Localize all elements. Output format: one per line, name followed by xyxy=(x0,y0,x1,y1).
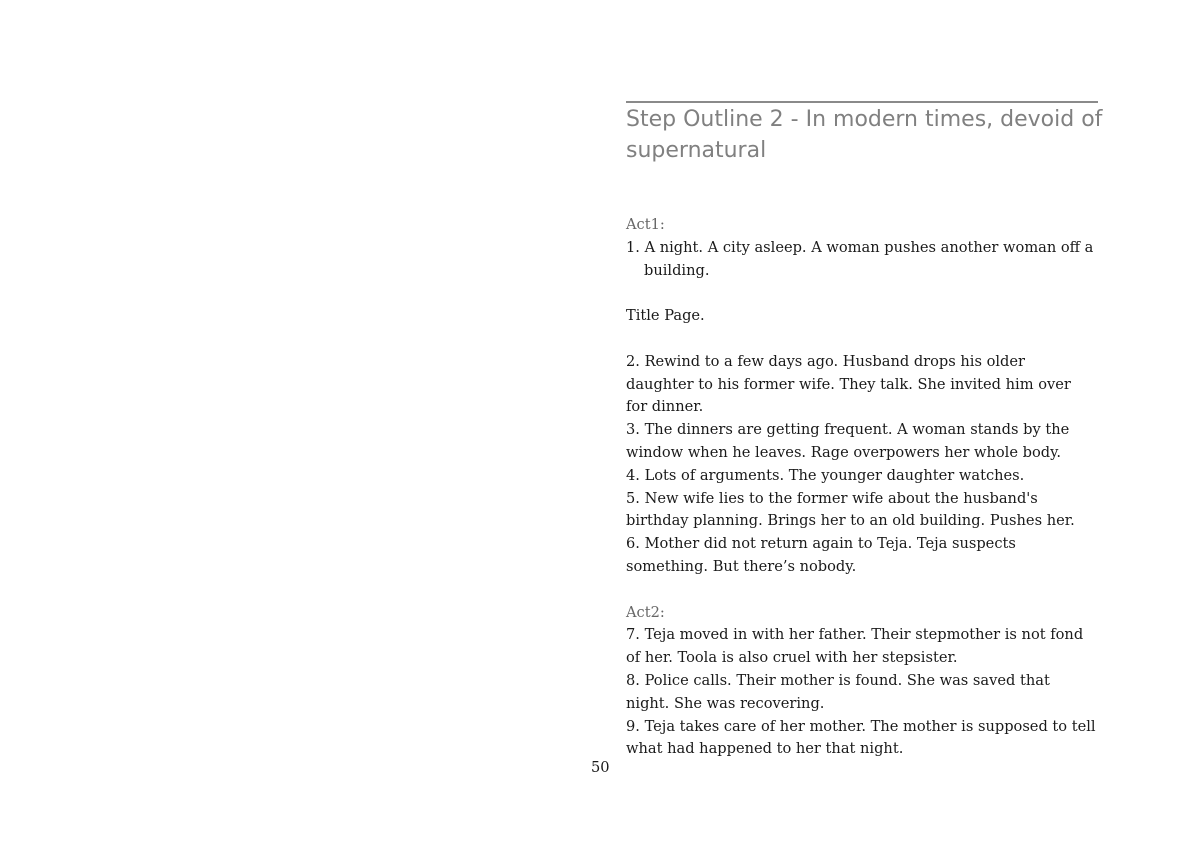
section-heading: Step Outline 2 - In modern times, devoid of supernatural xyxy=(626,107,1103,163)
outline-item-2: 2. Rewind to a few days ago. Husband drops his older daughter to his former wife. They talk. She invited him over for dinner. xyxy=(626,352,1071,416)
outline-item-7: 7. Teja moved in with her father. Their stepmother is not fond of her. Toola is also cruel with her stepsister. xyxy=(626,626,1084,667)
spacer xyxy=(626,282,1096,305)
outline-item-8: 8. Police calls. Their mother is found. She was saved that night. She was recovering. xyxy=(626,671,1050,712)
outline-item-4: 4. Lots of arguments. The younger daughter watches. xyxy=(626,466,1025,484)
title-page-note: Title Page. xyxy=(626,307,705,325)
act2-label: Act2: xyxy=(626,603,665,621)
spacer xyxy=(626,579,1096,602)
outline-body xyxy=(626,214,1096,761)
outline-item-9: 9. Teja takes care of her mother. The mother is supposed to tell what had happened to her that night. xyxy=(626,717,1096,758)
act1-label: Act1: xyxy=(626,216,665,233)
outline-item-1: 1. A night. A city asleep. A woman pushes another woman off a building. xyxy=(626,238,1094,279)
heading-rule xyxy=(626,101,1098,103)
spacer xyxy=(626,328,1096,351)
outline-item-3: 3. The dinners are getting frequent. A woman stands by the window when he leaves. Rage overpowers her whole body. xyxy=(626,421,1070,461)
outline-item-5: 5. New wife lies to the former wife about the husband's birthday planning. Brings her to an old building. Pushes her. xyxy=(626,489,1075,530)
outline-item-6: 6. Mother did not return again to Teja. Teja suspects something. But there’s nobody. xyxy=(626,535,1016,575)
page-number: 50 xyxy=(591,759,610,776)
